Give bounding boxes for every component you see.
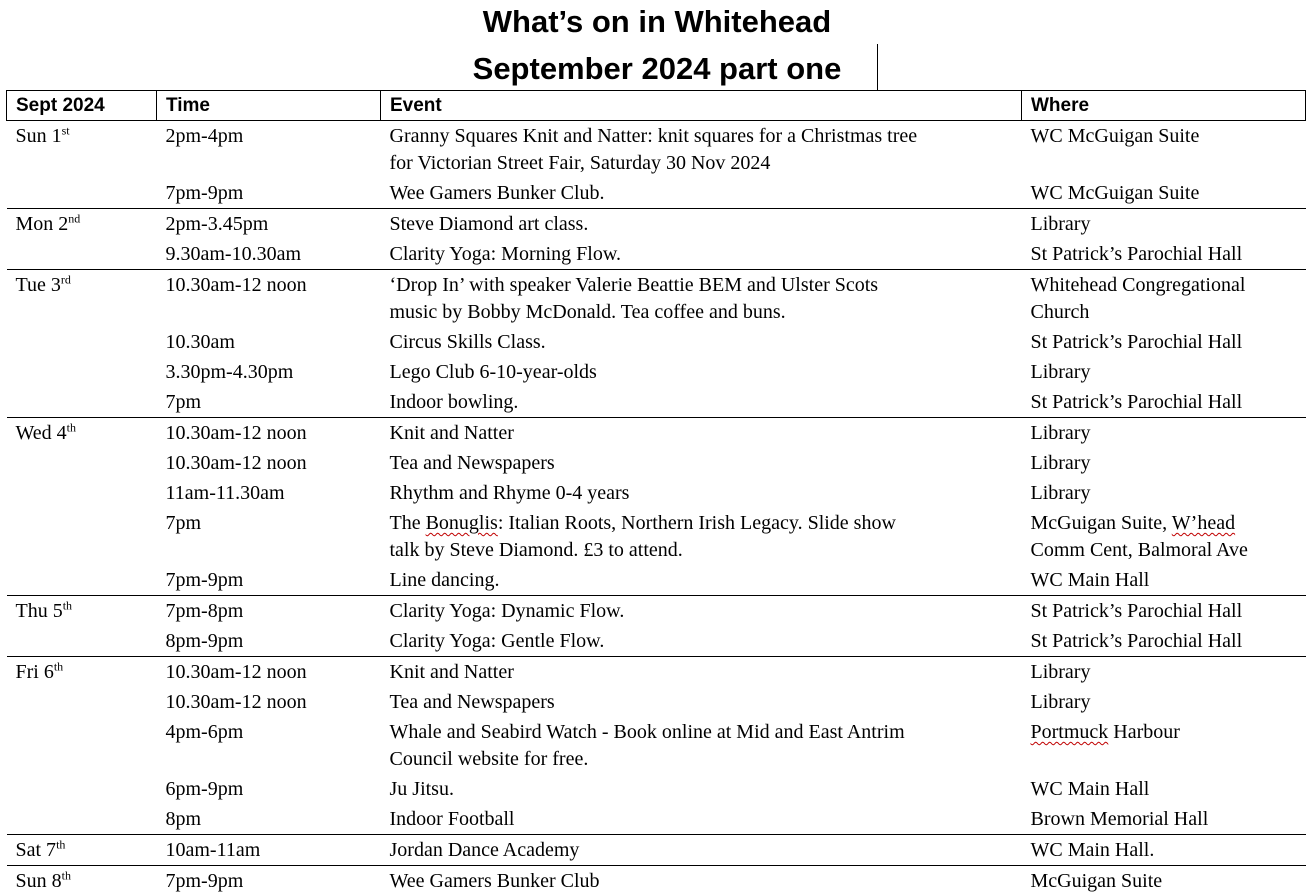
cell-line: music by Bobby McDonald. Tea coffee and buns. bbox=[390, 301, 786, 323]
table-row bbox=[7, 387, 1306, 418]
day-label: Sun 8 bbox=[16, 870, 62, 892]
cell-line: McGuigan Suite bbox=[1031, 870, 1163, 892]
cell-line: Whitehead Congregational bbox=[1031, 274, 1246, 296]
time-cell: 7pm-9pm bbox=[157, 178, 381, 209]
day-cell bbox=[7, 596, 157, 627]
day-cell bbox=[7, 448, 157, 478]
cell-line: Library bbox=[1031, 361, 1091, 383]
table-row bbox=[7, 121, 1306, 179]
cell-line: Library bbox=[1031, 482, 1091, 504]
spelling-flag: W’head bbox=[1172, 512, 1235, 534]
table-row bbox=[7, 565, 1306, 596]
page-title: What’s on in Whitehead bbox=[0, 3, 1314, 41]
cell-line: Library bbox=[1031, 452, 1091, 474]
header-event: Event bbox=[381, 91, 1022, 121]
time-cell: 2pm-4pm bbox=[157, 121, 381, 179]
where-cell bbox=[1022, 121, 1306, 179]
event-cell bbox=[381, 657, 1022, 688]
table-row bbox=[7, 327, 1306, 357]
cell-line: Ju Jitsu. bbox=[390, 778, 454, 800]
event-cell bbox=[381, 239, 1022, 270]
cell-line: St Patrick’s Parochial Hall bbox=[1031, 600, 1243, 622]
cell-line: St Patrick’s Parochial Hall bbox=[1031, 243, 1243, 265]
cell-line: WC McGuigan Suite bbox=[1031, 182, 1200, 204]
cell-line: Jordan Dance Academy bbox=[390, 839, 580, 861]
day-cell bbox=[7, 687, 157, 717]
day-cell bbox=[7, 239, 157, 270]
table-row bbox=[7, 596, 1306, 627]
cell-line: WC Main Hall bbox=[1031, 778, 1150, 800]
table-row bbox=[7, 626, 1306, 657]
event-cell bbox=[381, 209, 1022, 240]
table-row bbox=[7, 657, 1306, 688]
time-cell: 10am-11am bbox=[157, 835, 381, 866]
day-cell bbox=[7, 804, 157, 835]
event-cell bbox=[381, 774, 1022, 804]
cell-line: Wee Gamers Bunker Club. bbox=[390, 182, 605, 204]
events-body bbox=[7, 121, 1306, 896]
where-cell bbox=[1022, 327, 1306, 357]
where-cell bbox=[1022, 239, 1306, 270]
day-cell bbox=[7, 866, 157, 896]
event-cell bbox=[381, 178, 1022, 209]
cell-line: Library bbox=[1031, 213, 1091, 235]
cell-line: Indoor bowling. bbox=[390, 391, 519, 413]
day-cell bbox=[7, 508, 157, 565]
day-suffix: rd bbox=[61, 272, 71, 286]
event-cell bbox=[381, 357, 1022, 387]
event-cell bbox=[381, 448, 1022, 478]
event-cell bbox=[381, 804, 1022, 835]
time-cell: 7pm-8pm bbox=[157, 596, 381, 627]
day-cell bbox=[7, 121, 157, 179]
cell-line: St Patrick’s Parochial Hall bbox=[1031, 391, 1243, 413]
cell-line: St Patrick’s Parochial Hall bbox=[1031, 331, 1243, 353]
table-row bbox=[7, 478, 1306, 508]
where-cell bbox=[1022, 478, 1306, 508]
cell-line: Clarity Yoga: Gentle Flow. bbox=[390, 630, 605, 652]
event-cell bbox=[381, 121, 1022, 179]
cell-line: Clarity Yoga: Morning Flow. bbox=[390, 243, 622, 265]
cell-line: WC Main Hall bbox=[1031, 569, 1150, 591]
where-cell bbox=[1022, 804, 1306, 835]
where-cell bbox=[1022, 209, 1306, 240]
day-suffix: th bbox=[54, 659, 63, 673]
time-cell: 6pm-9pm bbox=[157, 774, 381, 804]
cell-line: Circus Skills Class. bbox=[390, 331, 546, 353]
where-cell bbox=[1022, 357, 1306, 387]
where-cell bbox=[1022, 448, 1306, 478]
where-cell bbox=[1022, 835, 1306, 866]
cell-line: Rhythm and Rhyme 0-4 years bbox=[390, 482, 630, 504]
cell-line: Library bbox=[1031, 661, 1091, 683]
day-cell bbox=[7, 357, 157, 387]
day-label: Tue 3 bbox=[16, 274, 61, 296]
day-suffix: st bbox=[62, 123, 70, 137]
time-cell: 4pm-6pm bbox=[157, 717, 381, 774]
time-cell: 10.30am-12 noon bbox=[157, 448, 381, 478]
cell-line: Wee Gamers Bunker Club bbox=[390, 870, 600, 892]
text-cursor bbox=[877, 44, 878, 90]
cell-line: Line dancing. bbox=[390, 569, 500, 591]
day-cell bbox=[7, 657, 157, 688]
day-suffix: th bbox=[67, 420, 76, 434]
where-cell bbox=[1022, 387, 1306, 418]
cell-line: Granny Squares Knit and Natter: knit squares for a Christmas tree bbox=[390, 125, 918, 147]
day-cell bbox=[7, 565, 157, 596]
cell-line: Council website for free. bbox=[390, 748, 589, 770]
cell-line: Brown Memorial Hall bbox=[1031, 808, 1209, 830]
cell-line: Tea and Newspapers bbox=[390, 452, 555, 474]
table-row bbox=[7, 687, 1306, 717]
where-cell bbox=[1022, 270, 1306, 328]
day-label: Wed 4 bbox=[16, 422, 67, 444]
day-label: Thu 5 bbox=[16, 600, 63, 622]
day-suffix: th bbox=[63, 598, 72, 612]
cell-line: Indoor Football bbox=[390, 808, 515, 830]
where-cell bbox=[1022, 178, 1306, 209]
header-sept-2024: Sept 2024 bbox=[7, 91, 157, 121]
event-cell bbox=[381, 508, 1022, 565]
event-cell bbox=[381, 835, 1022, 866]
day-cell bbox=[7, 327, 157, 357]
time-cell: 10.30am bbox=[157, 327, 381, 357]
events-table bbox=[6, 90, 1306, 896]
cell-line: ‘Drop In’ with speaker Valerie Beattie BEM and Ulster Scots bbox=[390, 274, 879, 296]
event-cell bbox=[381, 717, 1022, 774]
where-cell bbox=[1022, 565, 1306, 596]
cell-line: Portmuck Harbour bbox=[1031, 721, 1180, 743]
table-row bbox=[7, 804, 1306, 835]
table-row bbox=[7, 418, 1306, 449]
time-cell: 10.30am-12 noon bbox=[157, 270, 381, 328]
time-cell: 10.30am-12 noon bbox=[157, 418, 381, 449]
header-where: Where bbox=[1022, 91, 1306, 121]
cell-line: Knit and Natter bbox=[390, 422, 514, 444]
day-suffix: th bbox=[62, 868, 71, 882]
time-cell: 9.30am-10.30am bbox=[157, 239, 381, 270]
event-cell bbox=[381, 478, 1022, 508]
table-row bbox=[7, 774, 1306, 804]
day-cell bbox=[7, 835, 157, 866]
cell-line: talk by Steve Diamond. £3 to attend. bbox=[390, 539, 683, 561]
cell-line: Steve Diamond art class. bbox=[390, 213, 589, 235]
table-row bbox=[7, 866, 1306, 896]
where-cell bbox=[1022, 418, 1306, 449]
table-row bbox=[7, 835, 1306, 866]
time-cell: 10.30am-12 noon bbox=[157, 687, 381, 717]
day-cell bbox=[7, 387, 157, 418]
where-cell bbox=[1022, 717, 1306, 774]
event-cell bbox=[381, 327, 1022, 357]
event-cell bbox=[381, 626, 1022, 657]
time-cell: 8pm bbox=[157, 804, 381, 835]
header-time: Time bbox=[157, 91, 381, 121]
table-row bbox=[7, 270, 1306, 328]
where-cell bbox=[1022, 657, 1306, 688]
event-cell bbox=[381, 418, 1022, 449]
cell-line: Lego Club 6-10-year-olds bbox=[390, 361, 597, 383]
cell-line: The Bonuglis: Italian Roots, Northern Irish Legacy. Slide show bbox=[390, 512, 896, 534]
day-cell bbox=[7, 626, 157, 657]
day-cell bbox=[7, 418, 157, 449]
event-cell bbox=[381, 270, 1022, 328]
day-cell bbox=[7, 178, 157, 209]
day-label: Sun 1 bbox=[16, 125, 62, 147]
cell-line: Clarity Yoga: Dynamic Flow. bbox=[390, 600, 625, 622]
where-cell bbox=[1022, 626, 1306, 657]
time-cell: 2pm-3.45pm bbox=[157, 209, 381, 240]
day-suffix: th bbox=[56, 837, 65, 851]
cell-line: Tea and Newspapers bbox=[390, 691, 555, 713]
cell-line: Comm Cent, Balmoral Ave bbox=[1031, 539, 1248, 561]
time-cell: 11am-11.30am bbox=[157, 478, 381, 508]
day-cell bbox=[7, 270, 157, 328]
day-label: Sat 7 bbox=[16, 839, 57, 861]
spelling-flag: Bonuglis bbox=[426, 512, 498, 534]
time-cell: 7pm bbox=[157, 387, 381, 418]
table-row bbox=[7, 508, 1306, 565]
cell-line: Church bbox=[1031, 301, 1090, 323]
where-cell bbox=[1022, 774, 1306, 804]
cell-line: Whale and Seabird Watch - Book online at Mid and East Antrim bbox=[390, 721, 905, 743]
cell-line: Library bbox=[1031, 422, 1091, 444]
cell-line: for Victorian Street Fair, Saturday 30 Nov 2024 bbox=[390, 152, 771, 174]
where-cell bbox=[1022, 508, 1306, 565]
page-subtitle: September 2024 part one bbox=[0, 50, 1314, 88]
time-cell: 7pm-9pm bbox=[157, 866, 381, 896]
where-cell bbox=[1022, 596, 1306, 627]
day-cell bbox=[7, 717, 157, 774]
day-label: Mon 2 bbox=[16, 213, 69, 235]
table-row bbox=[7, 178, 1306, 209]
table-row bbox=[7, 357, 1306, 387]
cell-line: WC McGuigan Suite bbox=[1031, 125, 1200, 147]
cell-line: WC Main Hall. bbox=[1031, 839, 1155, 861]
event-cell bbox=[381, 866, 1022, 896]
where-cell bbox=[1022, 687, 1306, 717]
event-cell bbox=[381, 387, 1022, 418]
time-cell: 8pm-9pm bbox=[157, 626, 381, 657]
where-cell bbox=[1022, 866, 1306, 896]
spelling-flag: Portmuck bbox=[1031, 721, 1109, 743]
time-cell: 7pm bbox=[157, 508, 381, 565]
table-row bbox=[7, 717, 1306, 774]
table-row bbox=[7, 448, 1306, 478]
event-cell bbox=[381, 596, 1022, 627]
table-header-row bbox=[7, 91, 1306, 121]
cell-line: McGuigan Suite, W’head bbox=[1031, 512, 1236, 534]
event-cell bbox=[381, 687, 1022, 717]
table-row bbox=[7, 239, 1306, 270]
day-cell bbox=[7, 774, 157, 804]
day-cell bbox=[7, 209, 157, 240]
time-cell: 7pm-9pm bbox=[157, 565, 381, 596]
day-suffix: nd bbox=[68, 211, 80, 225]
time-cell: 3.30pm-4.30pm bbox=[157, 357, 381, 387]
time-cell: 10.30am-12 noon bbox=[157, 657, 381, 688]
day-label: Fri 6 bbox=[16, 661, 54, 683]
cell-line: Knit and Natter bbox=[390, 661, 514, 683]
cell-line: Library bbox=[1031, 691, 1091, 713]
event-cell bbox=[381, 565, 1022, 596]
table-row bbox=[7, 209, 1306, 240]
day-cell bbox=[7, 478, 157, 508]
cell-line: St Patrick’s Parochial Hall bbox=[1031, 630, 1243, 652]
